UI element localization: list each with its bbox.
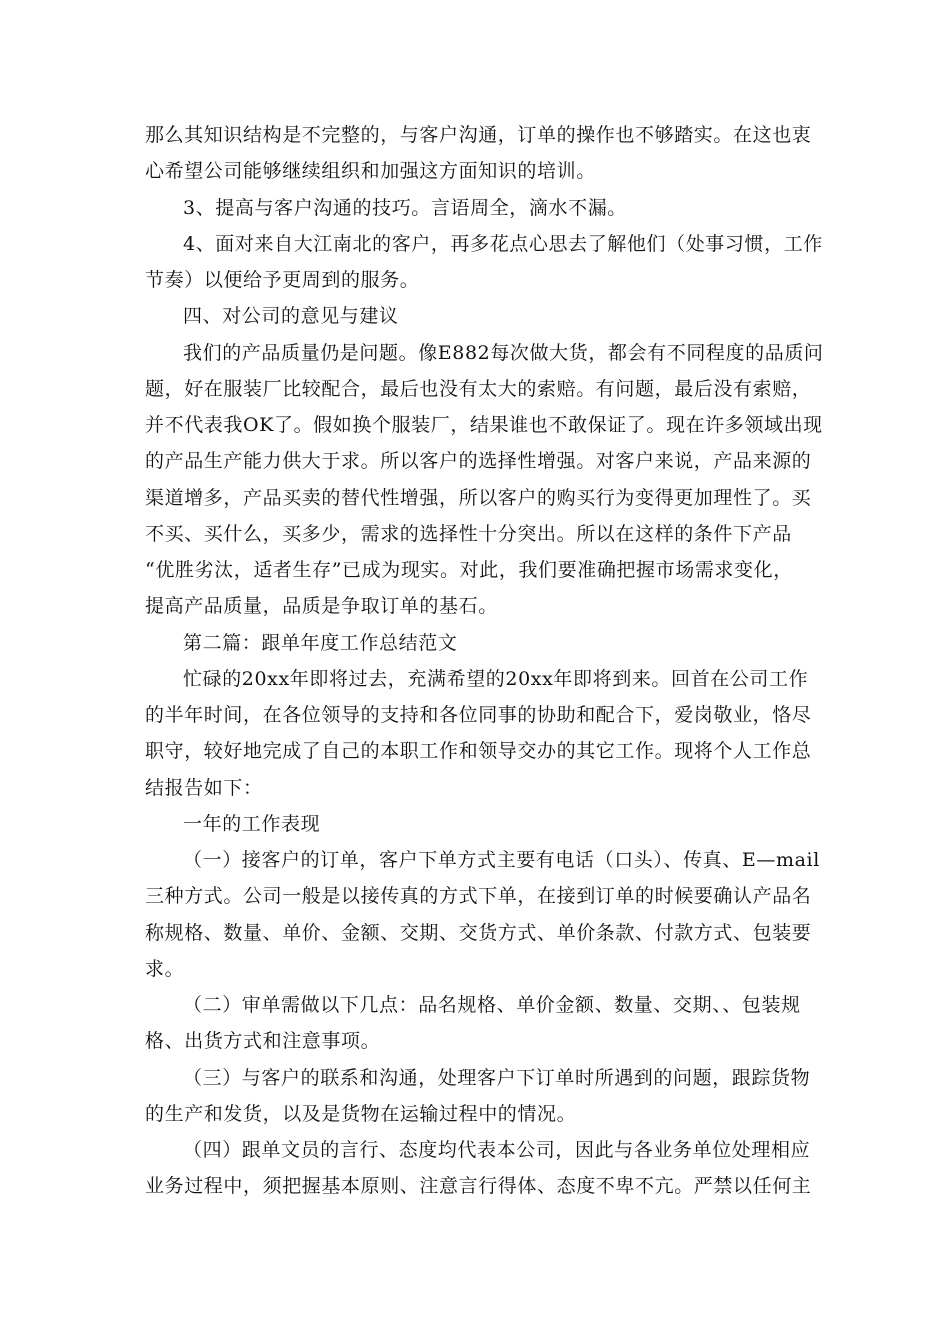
text-line: 我们的产品质量仍是问题。像E882每次做大货，都会有不同程度的品质问 bbox=[183, 342, 824, 364]
text-line: 结报告如下： bbox=[145, 777, 263, 799]
text-line: 节奏）以便给予更周到的服务。 bbox=[145, 269, 420, 291]
text-line: 的半年时间，在各位领导的支持和各位同事的协助和配合下，爱岗敬业，恪尽 bbox=[145, 704, 812, 726]
text-line: 题，好在服装厂比较配合，最后也没有太大的索赔。有问题，最后没有索赔， bbox=[145, 378, 812, 400]
text-line: 提高产品质量，品质是争取订单的基石。 bbox=[145, 595, 498, 617]
text-line: （三）与客户的联系和沟通，处理客户下订单时所遇到的问题，跟踪货物 bbox=[183, 1067, 811, 1089]
text-line: 称规格、数量、单价、金额、交期、交货方式、单价条款、付款方式、包装要 bbox=[145, 922, 812, 944]
text-line: 那么其知识结构是不完整的，与客户沟通，订单的操作也不够踏实。在这也衷 bbox=[145, 124, 812, 146]
text-line: 不买、买什么，买多少，需求的选择性十分突出。所以在这样的条件下产品 bbox=[145, 523, 792, 545]
text-line: 渠道增多，产品买卖的替代性增强，所以客户的购买行为变得更加理性了。买 bbox=[145, 487, 812, 509]
text-line: 职守，较好地完成了自己的本职工作和领导交办的其它工作。现将个人工作总 bbox=[145, 740, 812, 762]
section-heading: 第二篇：跟单年度工作总结范文 bbox=[183, 632, 458, 654]
text-line: 并不代表我OK了。假如换个服装厂，结果谁也不敢保证了。现在许多领域出现 bbox=[145, 414, 823, 436]
text-line: 三种方式。公司一般是以接传真的方式下单，在接到订单的时候要确认产品名 bbox=[145, 885, 812, 907]
text-line: （一）接客户的订单，客户下单方式主要有电话（口头）、传真、E—mail bbox=[183, 849, 820, 871]
text-line: 的产品生产能力供大于求。所以客户的选择性增强。对客户来说，产品来源的 bbox=[145, 450, 812, 472]
text-line: （二）审单需做以下几点：品名规格、单价金额、数量、交期、、包装规 bbox=[183, 994, 801, 1016]
text-line: 心希望公司能够继续组织和加强这方面知识的培训。 bbox=[145, 160, 596, 182]
text-line: 忙碌的20xx年即将过去，充满希望的20xx年即将到来。回首在公司工作 bbox=[183, 668, 809, 690]
text-line: 4、面对来自大江南北的客户，再多花点心思去了解他们（处事习惯，工作 bbox=[183, 233, 823, 255]
section-heading: 一年的工作表现 bbox=[183, 813, 321, 835]
text-line: 格、出货方式和注意事项。 bbox=[145, 1030, 381, 1052]
text-line: 3、提高与客户沟通的技巧。言语周全，滴水不漏。 bbox=[183, 197, 627, 219]
section-heading: 四、对公司的意见与建议 bbox=[183, 305, 399, 327]
text-line: “优胜劣汰，适者生存”已成为现实。对此，我们要准确把握市场需求变化， bbox=[145, 559, 793, 581]
text-line: 的生产和发货，以及是货物在运输过程中的情况。 bbox=[145, 1103, 577, 1125]
text-line: 业务过程中，须把握基本原则、注意言行得体、态度不卑不亢。严禁以任何主 bbox=[145, 1175, 812, 1197]
text-line: 求。 bbox=[145, 958, 185, 980]
text-line: （四）跟单文员的言行、态度均代表本公司，因此与各业务单位处理相应 bbox=[183, 1139, 811, 1161]
